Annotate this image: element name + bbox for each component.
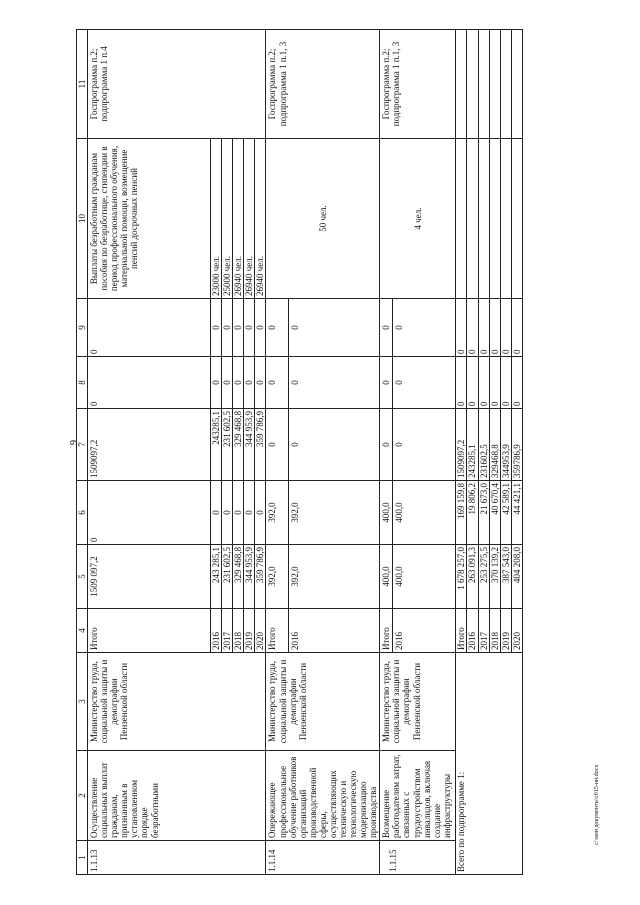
value-cell: 400,0	[380, 545, 393, 609]
value-cell: 0	[289, 299, 380, 357]
value-cell: 40 670,4	[489, 481, 500, 545]
value-cell: 0	[255, 481, 266, 545]
year-cell: 2018	[233, 609, 244, 653]
empty-cell	[489, 139, 500, 299]
value-cell: 0	[478, 357, 489, 409]
value-cell: 329 468,8	[233, 545, 244, 609]
table-row	[88, 30, 211, 875]
empty-cell	[511, 30, 522, 139]
summary-label: Всего по подпрограмме 1:	[456, 653, 522, 875]
value-cell: 0	[211, 481, 222, 545]
value-cell: 0	[222, 299, 233, 357]
row-number: 1.1.14	[266, 841, 380, 875]
program-reference: Госпрограмма п.2; подпрограмма 1 п.1, 3	[380, 30, 456, 139]
row-number: 1.1.15	[380, 841, 456, 875]
year-cell: 2017	[222, 609, 233, 653]
value-cell: 0	[393, 357, 456, 409]
year-cell: 2016	[211, 609, 222, 653]
value-cell: 392,0	[266, 545, 289, 609]
empty-cell	[467, 139, 478, 299]
result-value: 26940 чел.	[255, 139, 266, 299]
value-cell: 263 091,3	[467, 545, 478, 609]
value-cell: 231 602,5	[222, 545, 233, 609]
value-cell: 0	[88, 357, 211, 409]
year-cell: 2018	[489, 609, 500, 653]
value-cell: 1509097,2	[88, 409, 211, 481]
value-cell: 0	[511, 299, 522, 357]
result-indicator: 4 чел.	[380, 139, 456, 299]
value-cell: 0	[222, 357, 233, 409]
col-header: 3	[77, 653, 88, 751]
value-cell: 0	[266, 409, 289, 481]
col-header: 1	[77, 841, 88, 875]
value-cell: 0	[233, 299, 244, 357]
value-cell: 1509097,2	[456, 409, 467, 481]
table-row	[380, 30, 393, 875]
value-cell: 0	[255, 357, 266, 409]
value-cell: 19 806,2	[467, 481, 478, 545]
value-cell: 0	[500, 357, 511, 409]
header-row	[77, 30, 88, 875]
value-cell: 0	[244, 299, 255, 357]
value-cell: 0	[489, 299, 500, 357]
value-cell: 0	[456, 299, 467, 357]
value-cell: 344 953,9	[244, 409, 255, 481]
year-cell: 2016	[467, 609, 478, 653]
value-cell: 0	[500, 299, 511, 357]
year-cell: 2020	[255, 609, 266, 653]
value-cell: 169 159,8	[456, 481, 467, 545]
value-cell: 0	[266, 357, 289, 409]
year-cell: 2017	[478, 609, 489, 653]
result-indicator: Выплаты безработным гражданам пособия по безработице, стипендии в период профессионального обучения, материальной помощи, возмещение пенсий досрочных пенсий	[88, 139, 211, 299]
year-cell: 2019	[244, 609, 255, 653]
value-cell: 0	[233, 357, 244, 409]
col-header: 5	[77, 545, 88, 609]
result-value: 25000 чел.	[222, 139, 233, 299]
value-cell: 329 468,8	[233, 409, 244, 481]
year-cell: 2016	[289, 609, 380, 653]
value-cell: 243285,1	[211, 409, 222, 481]
value-cell: 0	[467, 357, 478, 409]
col-header: 11	[77, 30, 88, 139]
program-table	[76, 29, 523, 875]
value-cell: 0	[467, 299, 478, 357]
executor: Министерство труда, социальной защиты и демографии Пензенской области	[380, 653, 456, 751]
value-cell: 0	[380, 299, 393, 357]
value-cell: 344 953,9	[244, 545, 255, 609]
measure-name: Возмещение работодателям затрат, связанных с трудоустройством инвалидов, включая создание инфраструктуры	[380, 751, 456, 841]
value-cell: 231 602,5	[222, 409, 233, 481]
value-cell: 243 285,1	[211, 545, 222, 609]
empty-cell	[467, 30, 478, 139]
value-cell: 1509 097,2	[88, 545, 211, 609]
value-cell: 21 673,0	[478, 481, 489, 545]
executor: Министерство труда, социальной защиты и демографии Пензенской области	[266, 653, 380, 751]
summary-row	[456, 30, 467, 875]
empty-cell	[500, 30, 511, 139]
page-number: 9	[69, 440, 80, 445]
value-cell: 359 786,9	[255, 545, 266, 609]
executor: Министерство труда, социальной защиты и демографии Пензенской области	[88, 653, 266, 751]
year-cell: Итого	[380, 609, 393, 653]
program-reference: Госпрограмма п.2; подпрограмма 1 п.1, 3	[266, 30, 380, 139]
year-cell: Итого	[88, 609, 211, 653]
year-cell: 2020	[511, 609, 522, 653]
value-cell: 387 543,0	[500, 545, 511, 609]
value-cell: 0	[393, 409, 456, 481]
value-cell: 1 678 257,0	[456, 545, 467, 609]
empty-cell	[478, 30, 489, 139]
program-reference: Госпрограмма п.2; подпрограмма 1 п.4	[88, 30, 266, 139]
value-cell: 400,0	[380, 481, 393, 545]
measure-name: Опережающее профессиональное обучение работников организаций производственной сферы, осуществляющих техническую и технологическую модернизацию производства	[266, 751, 380, 841]
value-cell: 0	[88, 299, 211, 357]
value-cell: 0	[222, 481, 233, 545]
value-cell: 0	[393, 299, 456, 357]
empty-cell	[511, 139, 522, 299]
col-header: 6	[77, 481, 88, 545]
result-indicator: 50 чел.	[266, 139, 380, 299]
value-cell: 359 786,9	[255, 409, 266, 481]
result-value: 26940 чел.	[244, 139, 255, 299]
value-cell: 0	[289, 409, 380, 481]
value-cell: 0	[511, 357, 522, 409]
value-cell: 42 589,1	[500, 481, 511, 545]
col-header: 10	[77, 139, 88, 299]
value-cell: 392,0	[266, 481, 289, 545]
value-cell: 0	[244, 481, 255, 545]
value-cell: 231602,5	[478, 409, 489, 481]
value-cell: 0	[289, 357, 380, 409]
rotated-table-page	[76, 30, 596, 875]
row-number: 1.1.13	[88, 841, 266, 875]
measure-name: Осуществление социальных выплат гражданам, признанным в установленном порядке безработными	[88, 751, 266, 841]
empty-cell	[456, 139, 467, 299]
empty-cell	[500, 139, 511, 299]
col-header: 4	[77, 609, 88, 653]
value-cell: 392,0	[289, 545, 380, 609]
value-cell: 0	[244, 357, 255, 409]
value-cell: 344953,9	[500, 409, 511, 481]
col-header: 2	[77, 751, 88, 841]
year-cell: Итого	[266, 609, 289, 653]
value-cell: 329468,8	[489, 409, 500, 481]
year-cell: 2019	[500, 609, 511, 653]
value-cell: 0	[380, 409, 393, 481]
value-cell: 370 139,2	[489, 545, 500, 609]
footer-file-path: c:\мои документы\г015-ин.docx	[594, 764, 600, 845]
value-cell: 0	[478, 299, 489, 357]
value-cell: 0	[211, 357, 222, 409]
value-cell: 0	[489, 357, 500, 409]
value-cell: 0	[211, 299, 222, 357]
value-cell: 400,0	[393, 545, 456, 609]
value-cell: 392,0	[289, 481, 380, 545]
value-cell: 0	[456, 357, 467, 409]
value-cell: 359786,9	[511, 409, 522, 481]
result-value: 26940 чел.	[233, 139, 244, 299]
result-value: 23000 чел.	[211, 139, 222, 299]
value-cell: 0	[233, 481, 244, 545]
value-cell: 44 421,1	[511, 481, 522, 545]
empty-cell	[456, 30, 467, 139]
value-cell: 0	[255, 299, 266, 357]
value-cell: 243285,1	[467, 409, 478, 481]
col-header: 7	[77, 409, 88, 481]
col-header: 9	[77, 299, 88, 357]
empty-cell	[478, 139, 489, 299]
year-cell: 2016	[393, 609, 456, 653]
table-row	[266, 30, 289, 875]
empty-cell	[489, 30, 500, 139]
value-cell: 0	[380, 357, 393, 409]
year-cell: Итого	[456, 609, 467, 653]
value-cell: 404 208,0	[511, 545, 522, 609]
value-cell: 0	[88, 481, 211, 545]
value-cell: 400,0	[393, 481, 456, 545]
value-cell: 0	[266, 299, 289, 357]
value-cell: 253 275,5	[478, 545, 489, 609]
col-header: 8	[77, 357, 88, 409]
